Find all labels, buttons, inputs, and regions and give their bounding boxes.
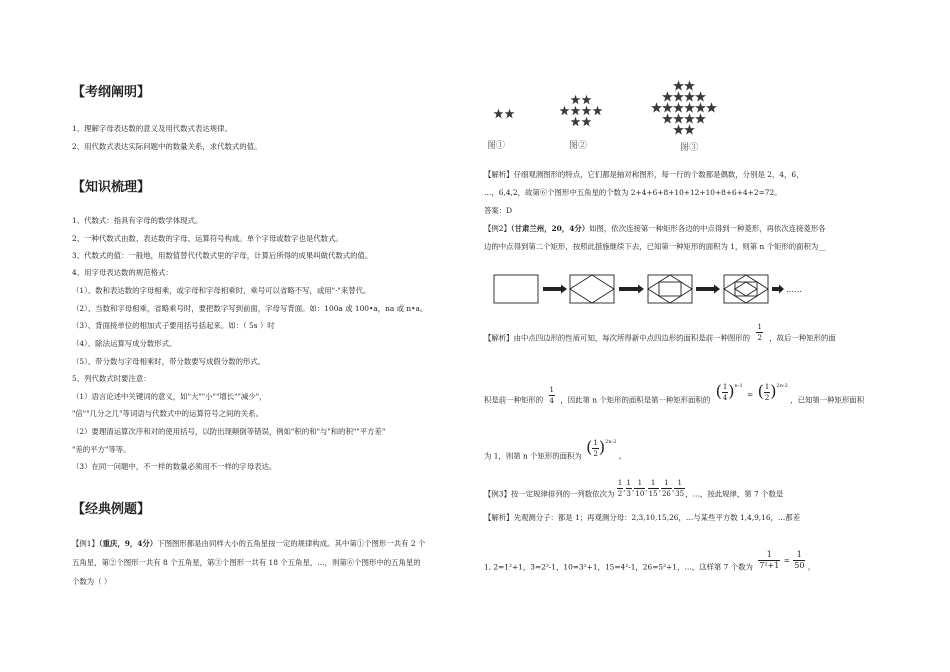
star-icon [651, 102, 662, 112]
analysis-2-line-1 [484, 323, 836, 349]
sequence-fraction [648, 478, 659, 499]
example-2-text: 如图，依次连接第一种矩形各边的中点得到一种菱形，再依次连接菱形各 [589, 224, 826, 233]
heading-knowledge: 【知识梳理】 [72, 180, 151, 195]
analysis-2-text-2: ，故后一种矩形的面 [769, 333, 836, 343]
star-icon [571, 106, 581, 116]
knowledge-item: "倍""几分之几"等词语与代数式中的运算符号之间的关系。 [72, 409, 263, 418]
knowledge-item: 1、代数式：指具有字母的数学体现式。 [72, 216, 203, 225]
outline-item-2: 2、用代数式表达实际问题中的数量关系，求代数式的值。 [72, 142, 262, 151]
analysis-1-line-1: 【解析】仔细观测图形的特点，它们都是轴对称图形，每一行的个数都是偶数，分别是 2，4，6， [484, 170, 804, 179]
power-result: ( $\frac{1}{2}$ )$^{2n-2}$ [586, 437, 617, 458]
example-3-line [484, 479, 784, 505]
star-icon [571, 117, 581, 127]
star-icon [582, 117, 592, 127]
analysis-2-line-3 [484, 437, 627, 467]
separator: , [645, 483, 648, 493]
example-1-tag: 【例1】 [72, 539, 99, 548]
denominator: 3 [626, 490, 632, 498]
denominator: 26 [661, 490, 671, 498]
numerator: 1 [793, 550, 805, 561]
analysis-2-text: 【解析】由中点四边形的性质可知，每次所得新中点四边形的面积是前一种图形的 [484, 333, 751, 343]
fraction-sequence [617, 479, 685, 498]
sequence-fraction [658, 478, 675, 499]
knowledge-item: （3）在同一问题中，不一样的数量必须用不一样的字母表达。 [72, 462, 277, 471]
star-icon [673, 124, 684, 134]
star-icon [695, 113, 706, 123]
star-icon [662, 91, 673, 101]
separator: , [623, 483, 626, 493]
star-icon [673, 91, 684, 101]
star-icon [695, 102, 706, 112]
sequence-dots: …… [786, 285, 802, 294]
example-1-line-1 [72, 539, 425, 549]
star-figure-3 [651, 80, 717, 134]
star-figures [484, 78, 774, 156]
heading-examples: 【经典例题】 [72, 502, 151, 517]
power-expression: ( $\frac{1}{4}$ )$^{n-1}$ = ( $\frac{1}{2}$ )$^{2n-2}$ [715, 381, 788, 402]
star-icon [684, 91, 695, 101]
answer-1: 答案：D [484, 206, 513, 215]
knowledge-item: （5）、带分数与字母相乘时，带分数要写成假分数的形式。 [72, 357, 266, 366]
numerator: 1 [593, 439, 598, 447]
analysis-2-end: 。 [618, 451, 627, 461]
star-icon [673, 102, 684, 112]
example-3-text: 按一定规律排列的一列数依次为 [510, 489, 615, 499]
knowledge-item: （3）、背面接单位的相加式子要用括号括起来。如：（ 5s ）吋 [72, 321, 275, 330]
star-figure-1 [494, 109, 515, 119]
denominator: 2 [764, 394, 770, 402]
knowledge-item: 3、代数式的值：一般地，用数值替代代数式里的字母，计算后所得的成果叫做代数式的值。 [72, 251, 373, 260]
exponent: 2n-2 [605, 439, 617, 446]
knowledge-item: （2）要理清运算次序和对的使用括号，以防出现颠倒等错误，例如"积的和"与"和的积""平方差" [72, 427, 386, 436]
numerator: 1 [617, 479, 623, 487]
arrow-right-icon [696, 285, 720, 294]
numerator: 1 [634, 478, 645, 489]
sequence-fraction [634, 478, 648, 499]
analysis-3-line-1: 【解析】先观测分子：都是 1；再观测分母：2,3,10,15,26，…与某些平方数 1,4,9,16，…都差 [484, 513, 801, 522]
star-icon [673, 80, 684, 90]
outline-item-1: 1、理解字母表达数的意义及用代数式表达规律。 [72, 124, 232, 133]
numerator: 1 [764, 383, 770, 391]
example-1-line-3: 个数为（ ） [72, 577, 112, 586]
separator: , [632, 483, 635, 493]
star-icon [684, 102, 695, 112]
star-icon [706, 102, 717, 112]
denominator: 35 [675, 490, 685, 498]
star-icon [684, 113, 695, 123]
numerator: 1 [758, 550, 780, 561]
star-icon [673, 113, 684, 123]
denominator: 50 [794, 561, 805, 570]
star-icon [494, 109, 504, 119]
figure-label-1: 图① [487, 141, 506, 151]
star-icon [684, 80, 695, 90]
star-icon [505, 109, 515, 119]
star-icon [662, 102, 673, 112]
arrow-right-icon [772, 285, 784, 294]
separator: , [671, 483, 675, 493]
knowledge-item: 4、用字母表达数的规范格式： [72, 268, 173, 277]
fraction-one-half [756, 322, 762, 343]
denominator: 4 [722, 394, 728, 402]
analysis-3-line-2 [484, 550, 816, 578]
star-icon [684, 124, 695, 134]
analysis-2-text-4: ，因此第 n 个矩形的面积是第一种矩形面积的 [560, 395, 711, 405]
analysis-3-end: 。 [807, 562, 816, 572]
numerator: 1 [661, 478, 672, 489]
knowledge-item: "差的平方"等等。 [72, 445, 131, 454]
arrow-right-icon [543, 285, 567, 294]
rectangle-3 [648, 275, 692, 303]
numerator: 1 [757, 323, 762, 331]
star-icon [560, 106, 570, 116]
numerator: 1 [626, 479, 632, 487]
star-icon [662, 113, 673, 123]
rectangle-sequence [493, 272, 803, 308]
example-2-line-1 [484, 224, 826, 234]
example-1-source: （重庆，9，4分） [98, 539, 158, 548]
numerator: 1 [722, 383, 728, 391]
heading-outline: 【考纲阐明】 [72, 85, 151, 100]
example-3-text-2: ，…，按此规律，第 7 个数是 [685, 489, 784, 499]
denominator: 7²+1 [759, 561, 780, 570]
knowledge-item: （1）、数和表达数的字母相乘，或字母和字母相乘时，乘号可以省略不写，或用"·"来替代。 [72, 286, 371, 295]
knowledge-item: 2、一种代数式由数、表达数的字母、运算符号构成。单个字母或数字也是代数式。 [72, 234, 343, 243]
numerator: 1 [549, 386, 554, 394]
example-3-tag: 【例3】 [484, 489, 511, 499]
knowledge-item: 5、列代数式时要注意： [72, 374, 151, 383]
star-icon [582, 95, 592, 105]
answer-3-expression: $\frac{1}{\text{7²+1}}$ = $\frac{1}{50}$ [759, 550, 805, 570]
numerator: 1 [674, 478, 685, 489]
analysis-1-line-2: …，6,4,2，故第⑥个图形中五角星的个数为 2+4+6+8+10+12+10+8+6+4+2=72。 [484, 188, 782, 197]
figure-label-3: 图③ [680, 143, 699, 153]
analysis-2-text-6: 为 1，则第 n 个矩形的面积为 [484, 451, 582, 461]
denominator: 2 [593, 450, 598, 458]
example-1-line-2: 五角星，第②个图形一共有 8 个五角星，第③个图形一共有 18 个五角星，…，则第⑥个图形中的五角星的 [72, 558, 421, 567]
analysis-2-line-2 [484, 381, 865, 411]
analysis-2-text-5: ，已知第一种矩形面积 [790, 395, 865, 405]
denominator: 15 [648, 490, 658, 498]
separator: , [658, 483, 661, 493]
analysis-3-text: 1, 2=1²+1，3=2²-1，10=3²+1，15=4²-1，26=5²+1，…，这样第 7 个数为 [484, 562, 753, 572]
example-1-text: 下图图形都是由同样大小的五角星按一定的规律构成。其中第①个图形一共有 2 个 [157, 539, 426, 548]
denominator: 2 [617, 490, 623, 498]
knowledge-item: （1）语言论述中关键词的意义，如"大""小""增长""减少"， [72, 392, 267, 401]
sequence-fraction [671, 478, 685, 499]
example-2-tag: 【例2】 [484, 224, 511, 233]
star-figure-2 [560, 95, 603, 127]
knowledge-item: （4）、除法运算写成分数形式。 [72, 339, 177, 348]
arrow-icons [543, 285, 784, 294]
rectangle-4 [724, 275, 768, 303]
star-icon [593, 106, 603, 116]
rectangle-2 [570, 275, 614, 303]
denominator: 2 [757, 334, 762, 342]
example-2-source: （甘肃兰州，20，4分） [510, 224, 590, 233]
analysis-2-text-3: 积是前一种矩形的 [484, 395, 544, 405]
exponent: n-1 [734, 383, 743, 390]
knowledge-item: （2）、当数和字母相乘，省略乘号时，要把数字写到前面，字母写背面。如：100a 或 100•a，na 或 n•a。 [72, 304, 428, 313]
denominator: 4 [549, 397, 554, 405]
rhombus-2 [570, 275, 614, 303]
star-icon [571, 95, 581, 105]
figure-label-2: 图② [569, 141, 588, 151]
example-2-line-2: 边的中点得到第二个矩形，按照此措施继续下去，已知第一种矩形的面积为 1，则第 n 个矩形的面积为__ [484, 242, 826, 251]
star-icon [695, 91, 706, 101]
fraction-one-quarter [549, 385, 555, 406]
rectangle-1 [494, 275, 538, 303]
star-icon [582, 106, 592, 116]
numerator: 1 [648, 478, 659, 489]
arrow-right-icon [619, 285, 644, 294]
exponent: 2n-2 [776, 383, 788, 390]
denominator: 10 [635, 490, 645, 498]
